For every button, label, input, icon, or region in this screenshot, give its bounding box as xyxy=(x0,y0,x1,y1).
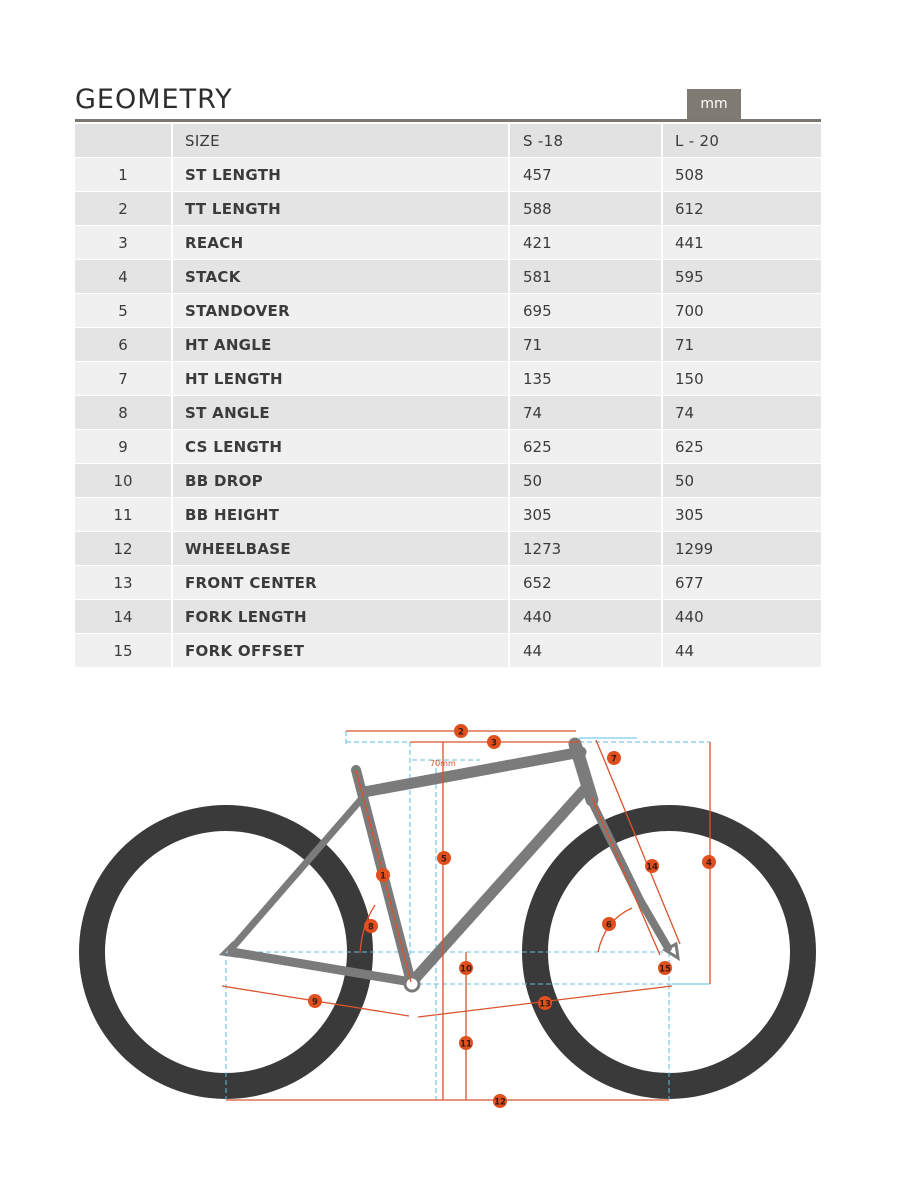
standover-offset-label: 70mm xyxy=(430,759,456,768)
small-size-value: 305 xyxy=(510,498,661,531)
callout-12 xyxy=(493,1094,507,1108)
row-number: 10 xyxy=(75,464,171,497)
table-body xyxy=(75,158,821,667)
row-number: 3 xyxy=(75,226,171,259)
title-divider xyxy=(75,119,821,122)
large-size-value: 1299 xyxy=(663,532,821,565)
callout-3 xyxy=(487,735,501,749)
large-size-value: 700 xyxy=(663,294,821,327)
small-size-value: 695 xyxy=(510,294,661,327)
row-number: 15 xyxy=(75,634,171,667)
row-label: FORK OFFSET xyxy=(173,634,508,667)
small-size-value: 625 xyxy=(510,430,661,463)
large-size-value: 508 xyxy=(663,158,821,191)
page-title: GEOMETRY xyxy=(75,84,233,115)
table-row xyxy=(75,260,821,293)
row-label: STACK xyxy=(173,260,508,293)
callout-8 xyxy=(364,919,378,933)
row-label: FORK LENGTH xyxy=(173,600,508,633)
row-label: REACH xyxy=(173,226,508,259)
callout-11 xyxy=(459,1036,473,1050)
large-size-value: 71 xyxy=(663,328,821,361)
large-size-value: 50 xyxy=(663,464,821,497)
row-label: BB DROP xyxy=(173,464,508,497)
table-row xyxy=(75,192,821,225)
table-row xyxy=(75,600,821,633)
callout-14 xyxy=(645,859,659,873)
callout-number: 5 xyxy=(441,854,447,865)
small-size-value: 50 xyxy=(510,464,661,497)
callout-number: 10 xyxy=(460,964,472,975)
row-label: HT ANGLE xyxy=(173,328,508,361)
row-label: WHEELBASE xyxy=(173,532,508,565)
callout-number: 3 xyxy=(491,738,497,749)
row-number: 4 xyxy=(75,260,171,293)
table-row xyxy=(75,464,821,497)
header-cell-num xyxy=(75,124,171,157)
callout-number: 7 xyxy=(611,754,617,765)
bottom-bracket xyxy=(405,977,419,991)
table-row xyxy=(75,362,821,395)
row-number: 2 xyxy=(75,192,171,225)
small-size-value: 135 xyxy=(510,362,661,395)
callout-number: 15 xyxy=(659,964,671,975)
header-cell-large: L - 20 xyxy=(663,124,821,157)
callout-13 xyxy=(538,996,552,1010)
table-row xyxy=(75,430,821,463)
callout-7 xyxy=(607,751,621,765)
unit-badge: mm xyxy=(687,89,741,119)
table-row xyxy=(75,498,821,531)
top-tube xyxy=(364,752,581,792)
table-row xyxy=(75,328,821,361)
header-cell-size: SIZE xyxy=(173,124,508,157)
callout-number: 14 xyxy=(646,862,658,873)
chain-stay xyxy=(232,952,411,982)
row-label: TT LENGTH xyxy=(173,192,508,225)
bike-geometry-diagram xyxy=(0,690,900,1110)
small-size-value: 1273 xyxy=(510,532,661,565)
row-label: HT LENGTH xyxy=(173,362,508,395)
large-size-value: 595 xyxy=(663,260,821,293)
large-size-value: 305 xyxy=(663,498,821,531)
bike-frame xyxy=(232,744,668,982)
table-row xyxy=(75,396,821,429)
callout-number: 9 xyxy=(312,997,318,1008)
large-size-value: 625 xyxy=(663,430,821,463)
large-size-value: 441 xyxy=(663,226,821,259)
callout-6 xyxy=(602,917,616,931)
callout-number: 2 xyxy=(458,727,464,738)
callout-10 xyxy=(459,961,473,975)
table-row xyxy=(75,566,821,599)
table-header-row xyxy=(75,124,821,157)
small-size-value: 652 xyxy=(510,566,661,599)
large-size-value: 150 xyxy=(663,362,821,395)
row-number: 1 xyxy=(75,158,171,191)
large-size-value: 612 xyxy=(663,192,821,225)
row-label: CS LENGTH xyxy=(173,430,508,463)
callout-number: 4 xyxy=(706,858,712,869)
callout-2 xyxy=(454,724,468,738)
row-number: 11 xyxy=(75,498,171,531)
small-size-value: 44 xyxy=(510,634,661,667)
large-size-value: 44 xyxy=(663,634,821,667)
callout-number: 6 xyxy=(606,920,612,931)
small-size-value: 440 xyxy=(510,600,661,633)
small-size-value: 581 xyxy=(510,260,661,293)
row-number: 14 xyxy=(75,600,171,633)
row-number: 8 xyxy=(75,396,171,429)
table-row xyxy=(75,532,821,565)
callout-4 xyxy=(702,855,716,869)
table-row xyxy=(75,294,821,327)
row-label: ST LENGTH xyxy=(173,158,508,191)
callout-number: 1 xyxy=(380,871,386,882)
row-number: 9 xyxy=(75,430,171,463)
large-size-value: 677 xyxy=(663,566,821,599)
header-cell-small: S -18 xyxy=(510,124,661,157)
row-number: 6 xyxy=(75,328,171,361)
table-row xyxy=(75,158,821,191)
callout-9 xyxy=(308,994,322,1008)
callout-number: 13 xyxy=(539,999,551,1010)
row-number: 12 xyxy=(75,532,171,565)
row-number: 5 xyxy=(75,294,171,327)
callout-number: 8 xyxy=(368,922,374,933)
callout-number: 11 xyxy=(460,1039,472,1050)
callout-15 xyxy=(658,961,672,975)
row-label: STANDOVER xyxy=(173,294,508,327)
row-label: ST ANGLE xyxy=(173,396,508,429)
row-number: 13 xyxy=(75,566,171,599)
small-size-value: 457 xyxy=(510,158,661,191)
small-size-value: 421 xyxy=(510,226,661,259)
geometry-table xyxy=(75,124,821,668)
callout-1 xyxy=(376,868,390,882)
row-label: BB HEIGHT xyxy=(173,498,508,531)
large-size-value: 440 xyxy=(663,600,821,633)
callout-number: 12 xyxy=(494,1097,506,1108)
small-size-value: 74 xyxy=(510,396,661,429)
row-number: 7 xyxy=(75,362,171,395)
small-size-value: 588 xyxy=(510,192,661,225)
callout-5 xyxy=(437,851,451,865)
table-row xyxy=(75,226,821,259)
small-size-value: 71 xyxy=(510,328,661,361)
table-row xyxy=(75,634,821,667)
row-label: FRONT CENTER xyxy=(173,566,508,599)
large-size-value: 74 xyxy=(663,396,821,429)
